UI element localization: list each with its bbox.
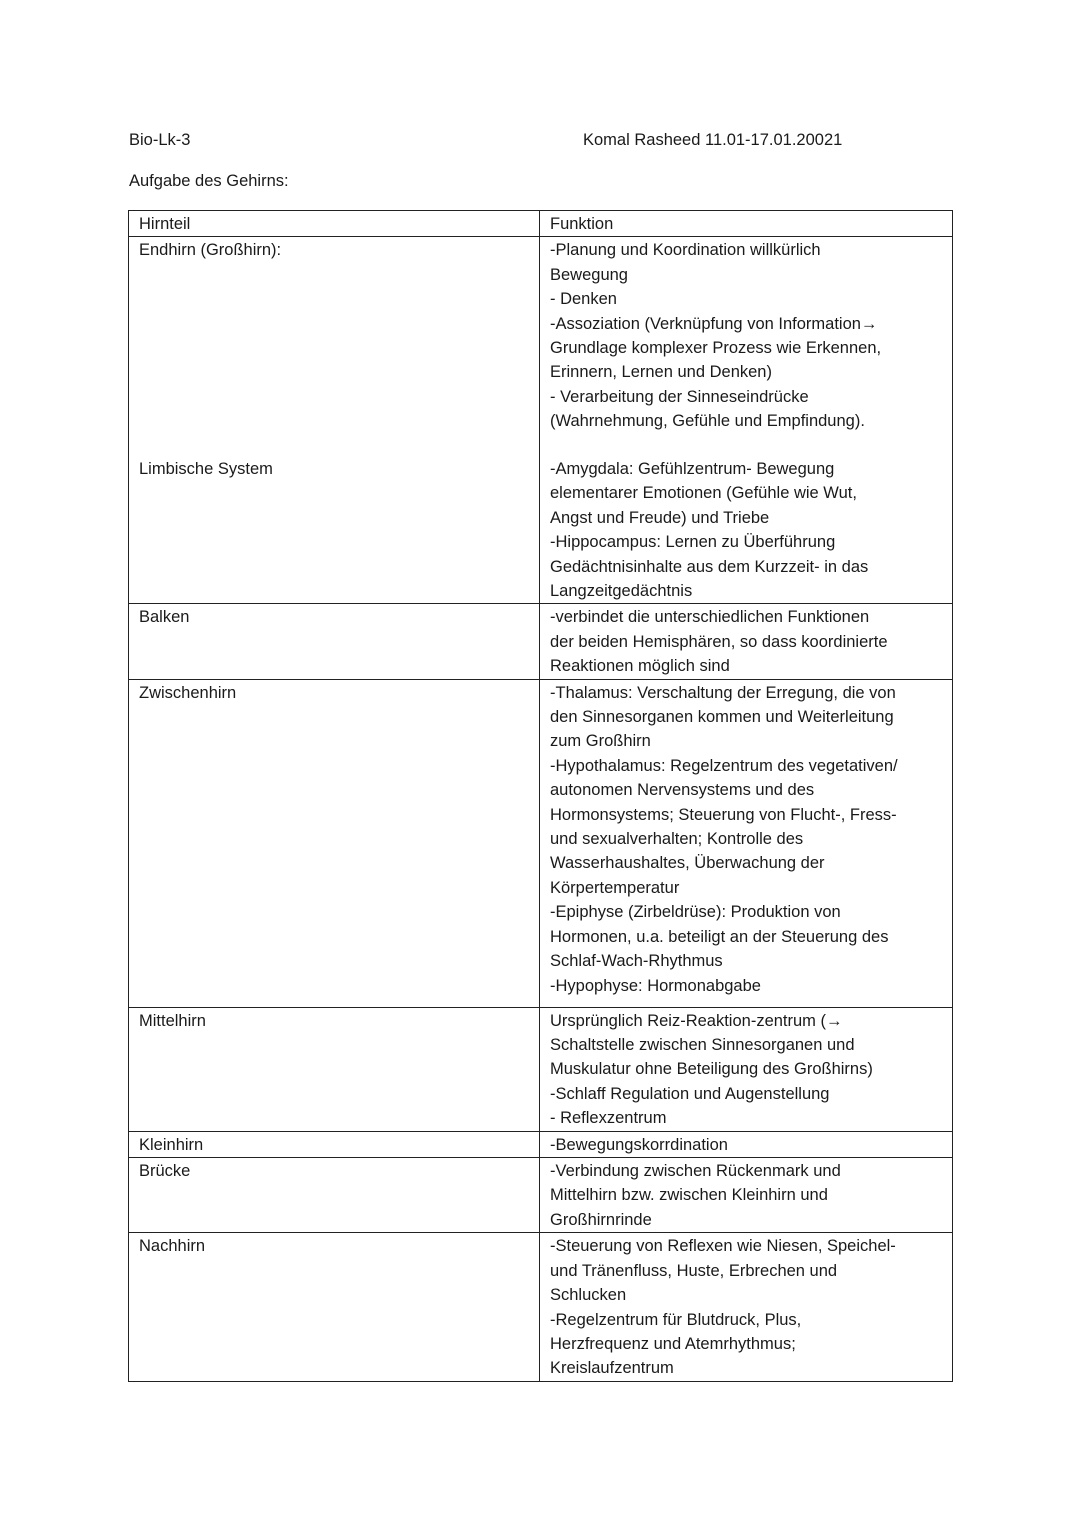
function-line: Wasserhaushaltes, Überwachung der [550, 854, 825, 873]
function-line: und sexualverhalten; Kontrolle des [550, 830, 804, 849]
function-line: Herzfrequenz und Atemrhythmus; [550, 1334, 796, 1353]
function-line: den Sinnesorganen kommen und Weiterleitung [550, 708, 894, 727]
part-cell: Zwischenhirn [129, 679, 540, 1007]
part-cell: Mittelhirn [129, 1007, 540, 1131]
function-line: Mittelhirn bzw. zwischen Kleinhirn und [550, 1186, 828, 1205]
table-row [129, 1233, 953, 1381]
function-line: elementarer Emotionen (Gefühle wie Wut, [550, 484, 857, 503]
function-line: -Thalamus: Verschaltung der Erregung, die von [550, 683, 896, 702]
function-line: Angst und Freude) und Triebe [550, 508, 770, 527]
function-line: -Epiphyse (Zirbeldrüse): Produktion von [550, 903, 841, 922]
function-line: Schaltstelle zwischen Sinnesorganen und [550, 1036, 855, 1055]
function-line: Ursprünglich Reiz-Reaktion-zentrum (→ [550, 1011, 843, 1030]
function-line: Körpertemperatur [550, 878, 680, 897]
function-cell [540, 1007, 953, 1131]
table-header-row [129, 211, 953, 237]
header-cell-function: Funktion [540, 211, 953, 237]
function-cell [540, 456, 953, 604]
function-line: Schlucken [550, 1286, 627, 1305]
function-line: autonomen Nervensystems und des [550, 781, 815, 800]
part-cell: Endhirn (Großhirn): [129, 237, 540, 456]
table-row [129, 604, 953, 679]
function-line: Bewegung [550, 265, 628, 284]
function-cell [540, 1131, 953, 1157]
function-cell [540, 237, 953, 456]
function-line: Erinnern, Lernen und Denken) [550, 363, 772, 382]
table-row [129, 1007, 953, 1131]
function-line: Gedächtnisinhalte aus dem Kurzzeit- in das [550, 557, 869, 576]
function-line: -Bewegungskorrdination [550, 1135, 728, 1154]
function-line: Reaktionen möglich sind [550, 657, 730, 676]
table-row [129, 679, 953, 1007]
function-line: Kreislaufzentrum [550, 1359, 674, 1378]
course-label: Bio-Lk-3 [129, 131, 191, 149]
function-line: der beiden Hemisphären, so dass koordinierte [550, 632, 888, 651]
function-line: Langzeitgedächtnis [550, 581, 693, 600]
function-cell [540, 604, 953, 679]
function-line: -Regelzentrum für Blutdruck, Plus, [550, 1310, 802, 1329]
table-row [129, 1158, 953, 1233]
table-row [129, 237, 953, 456]
function-line: -Assoziation (Verknüpfung von Information→ [550, 314, 878, 333]
function-line: -Hippocampus: Lernen zu Überführung [550, 533, 836, 552]
function-line: Hormonsystems; Steuerung von Flucht-, Fress- [550, 805, 897, 824]
function-cell [540, 1233, 953, 1381]
function-line: Schlaf-Wach-Rhythmus [550, 952, 723, 971]
function-line: und Tränenfluss, Huste, Erbrechen und [550, 1261, 838, 1280]
brain-function-table [128, 210, 953, 1382]
function-line: - Denken [550, 290, 617, 309]
header-cell-part: Hirnteil [129, 211, 540, 237]
part-cell: Balken [129, 604, 540, 679]
function-cell [540, 1158, 953, 1233]
function-line: Grundlage komplexer Prozess wie Erkennen, [550, 339, 882, 358]
page-subtitle: Aufgabe des Gehirns: [129, 172, 289, 190]
part-cell: Limbische System [129, 456, 540, 604]
function-line: -Verbindung zwischen Rückenmark und [550, 1162, 841, 1181]
function-line: Muskulatur ohne Beteiligung des Großhirns) [550, 1060, 873, 1079]
function-line: -Hypothalamus: Regelzentrum des vegetativen/ [550, 756, 898, 775]
function-cell [540, 679, 953, 1007]
function-line: -verbindet die unterschiedlichen Funktionen [550, 608, 870, 627]
author-date: Komal Rasheed 11.01-17.01.20021 [583, 131, 843, 149]
function-line: (Wahrnehmung, Gefühle und Empfindung). [550, 412, 865, 431]
part-cell: Kleinhirn [129, 1131, 540, 1157]
function-line: -Amygdala: Gefühlzentrum- Bewegung [550, 459, 835, 478]
table-row [129, 1131, 953, 1157]
function-line: - Reflexzentrum [550, 1109, 667, 1128]
table-row [129, 456, 953, 604]
function-line: Hormonen, u.a. beteiligt an der Steuerung des [550, 927, 889, 946]
function-line: -Planung und Koordination willkürlich [550, 241, 821, 260]
part-cell: Brücke [129, 1158, 540, 1233]
part-cell: Nachhirn [129, 1233, 540, 1381]
function-line: -Hypophyse: Hormonabgabe [550, 976, 761, 995]
function-line: zum Großhirn [550, 732, 651, 751]
function-line: - Verarbeitung der Sinneseindrücke [550, 387, 809, 406]
function-line: -Schlaff Regulation und Augenstellung [550, 1084, 830, 1103]
function-line: -Steuerung von Reflexen wie Niesen, Speichel- [550, 1237, 896, 1256]
function-line: Großhirnrinde [550, 1210, 652, 1229]
